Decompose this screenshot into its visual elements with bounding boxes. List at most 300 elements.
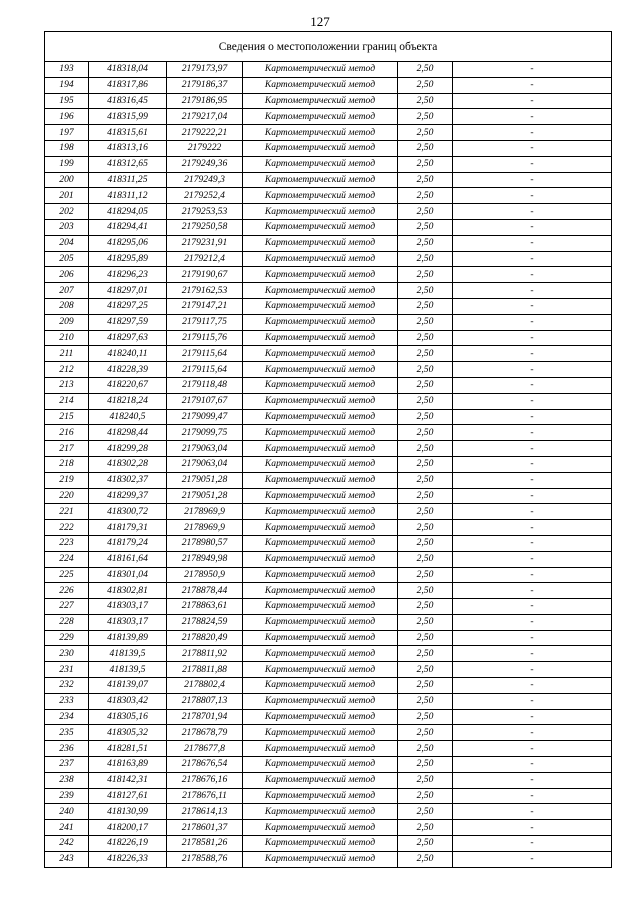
description-cell: - bbox=[453, 693, 612, 709]
x-coordinate: 418127,61 bbox=[89, 788, 167, 804]
method-cell: Картометрический метод bbox=[243, 614, 398, 630]
table-row bbox=[45, 741, 612, 757]
method-cell: Картометрический метод bbox=[243, 709, 398, 725]
table-row bbox=[45, 630, 612, 646]
method-cell: Картометрический метод bbox=[243, 725, 398, 741]
description-cell: - bbox=[453, 551, 612, 567]
description-cell: - bbox=[453, 614, 612, 630]
x-coordinate: 418218,24 bbox=[89, 393, 167, 409]
description-cell: - bbox=[453, 662, 612, 678]
method-cell: Картометрический метод bbox=[243, 693, 398, 709]
point-number: 204 bbox=[45, 235, 89, 251]
y-coordinate: 2178824,59 bbox=[167, 614, 243, 630]
point-number: 237 bbox=[45, 757, 89, 773]
description-cell: - bbox=[453, 172, 612, 188]
table-row bbox=[45, 583, 612, 599]
accuracy-cell: 2,50 bbox=[398, 583, 453, 599]
description-cell: - bbox=[453, 156, 612, 172]
point-number: 202 bbox=[45, 204, 89, 220]
y-coordinate: 2179115,64 bbox=[167, 362, 243, 378]
method-cell: Картометрический метод bbox=[243, 567, 398, 583]
y-coordinate: 2179249,3 bbox=[167, 172, 243, 188]
description-cell: - bbox=[453, 204, 612, 220]
accuracy-cell: 2,50 bbox=[398, 488, 453, 504]
table-row bbox=[45, 772, 612, 788]
description-cell: - bbox=[453, 346, 612, 362]
y-coordinate: 2178969,9 bbox=[167, 504, 243, 520]
accuracy-cell: 2,50 bbox=[398, 788, 453, 804]
table-row bbox=[45, 709, 612, 725]
x-coordinate: 418311,12 bbox=[89, 188, 167, 204]
point-number: 239 bbox=[45, 788, 89, 804]
accuracy-cell: 2,50 bbox=[398, 456, 453, 472]
table-row bbox=[45, 140, 612, 156]
point-number: 217 bbox=[45, 441, 89, 457]
description-cell: - bbox=[453, 393, 612, 409]
y-coordinate: 2179099,75 bbox=[167, 425, 243, 441]
method-cell: Картометрический метод bbox=[243, 662, 398, 678]
method-cell: Картометрический метод bbox=[243, 504, 398, 520]
y-coordinate: 2178969,9 bbox=[167, 520, 243, 536]
description-cell: - bbox=[453, 725, 612, 741]
accuracy-cell: 2,50 bbox=[398, 472, 453, 488]
y-coordinate: 2178677,8 bbox=[167, 741, 243, 757]
x-coordinate: 418313,16 bbox=[89, 140, 167, 156]
accuracy-cell: 2,50 bbox=[398, 836, 453, 852]
x-coordinate: 418303,42 bbox=[89, 693, 167, 709]
method-cell: Картометрический метод bbox=[243, 599, 398, 615]
x-coordinate: 418226,33 bbox=[89, 851, 167, 867]
point-number: 200 bbox=[45, 172, 89, 188]
accuracy-cell: 2,50 bbox=[398, 441, 453, 457]
point-number: 235 bbox=[45, 725, 89, 741]
x-coordinate: 418317,86 bbox=[89, 77, 167, 93]
description-cell: - bbox=[453, 330, 612, 346]
accuracy-cell: 2,50 bbox=[398, 314, 453, 330]
y-coordinate: 2179051,28 bbox=[167, 472, 243, 488]
method-cell: Картометрический метод bbox=[243, 851, 398, 867]
method-cell: Картометрический метод bbox=[243, 583, 398, 599]
accuracy-cell: 2,50 bbox=[398, 709, 453, 725]
method-cell: Картометрический метод bbox=[243, 646, 398, 662]
accuracy-cell: 2,50 bbox=[398, 393, 453, 409]
accuracy-cell: 2,50 bbox=[398, 267, 453, 283]
y-coordinate: 2179190,67 bbox=[167, 267, 243, 283]
method-cell: Картометрический метод bbox=[243, 109, 398, 125]
table-row bbox=[45, 757, 612, 773]
table-row bbox=[45, 346, 612, 362]
accuracy-cell: 2,50 bbox=[398, 330, 453, 346]
method-cell: Картометрический метод bbox=[243, 551, 398, 567]
x-coordinate: 418142,31 bbox=[89, 772, 167, 788]
x-coordinate: 418179,24 bbox=[89, 535, 167, 551]
y-coordinate: 2179253,53 bbox=[167, 204, 243, 220]
y-coordinate: 2179063,04 bbox=[167, 441, 243, 457]
table-row bbox=[45, 488, 612, 504]
x-coordinate: 418139,5 bbox=[89, 662, 167, 678]
description-cell: - bbox=[453, 504, 612, 520]
table-row bbox=[45, 851, 612, 867]
accuracy-cell: 2,50 bbox=[398, 757, 453, 773]
y-coordinate: 2178676,16 bbox=[167, 772, 243, 788]
description-cell: - bbox=[453, 441, 612, 457]
description-cell: - bbox=[453, 788, 612, 804]
x-coordinate: 418240,11 bbox=[89, 346, 167, 362]
point-number: 228 bbox=[45, 614, 89, 630]
x-coordinate: 418303,17 bbox=[89, 599, 167, 615]
x-coordinate: 418163,89 bbox=[89, 757, 167, 773]
point-number: 213 bbox=[45, 377, 89, 393]
table-row bbox=[45, 836, 612, 852]
accuracy-cell: 2,50 bbox=[398, 662, 453, 678]
description-cell: - bbox=[453, 646, 612, 662]
point-number: 219 bbox=[45, 472, 89, 488]
accuracy-cell: 2,50 bbox=[398, 172, 453, 188]
description-cell: - bbox=[453, 804, 612, 820]
point-number: 229 bbox=[45, 630, 89, 646]
point-number: 212 bbox=[45, 362, 89, 378]
table-row bbox=[45, 678, 612, 694]
table-row bbox=[45, 330, 612, 346]
table-title-row bbox=[45, 32, 612, 62]
y-coordinate: 2179217,04 bbox=[167, 109, 243, 125]
method-cell: Картометрический метод bbox=[243, 772, 398, 788]
x-coordinate: 418318,04 bbox=[89, 62, 167, 78]
point-number: 218 bbox=[45, 456, 89, 472]
method-cell: Картометрический метод bbox=[243, 757, 398, 773]
description-cell: - bbox=[453, 772, 612, 788]
description-cell: - bbox=[453, 425, 612, 441]
method-cell: Картометрический метод bbox=[243, 298, 398, 314]
y-coordinate: 2178811,88 bbox=[167, 662, 243, 678]
point-number: 197 bbox=[45, 125, 89, 141]
description-cell: - bbox=[453, 757, 612, 773]
x-coordinate: 418305,32 bbox=[89, 725, 167, 741]
method-cell: Картометрический метод bbox=[243, 377, 398, 393]
point-number: 236 bbox=[45, 741, 89, 757]
x-coordinate: 418295,89 bbox=[89, 251, 167, 267]
description-cell: - bbox=[453, 741, 612, 757]
method-cell: Картометрический метод bbox=[243, 188, 398, 204]
y-coordinate: 2179063,04 bbox=[167, 456, 243, 472]
point-number: 193 bbox=[45, 62, 89, 78]
x-coordinate: 418299,37 bbox=[89, 488, 167, 504]
x-coordinate: 418300,72 bbox=[89, 504, 167, 520]
description-cell: - bbox=[453, 472, 612, 488]
table-row bbox=[45, 156, 612, 172]
accuracy-cell: 2,50 bbox=[398, 535, 453, 551]
description-cell: - bbox=[453, 630, 612, 646]
boundary-coordinates-table bbox=[44, 31, 612, 868]
y-coordinate: 2179118,48 bbox=[167, 377, 243, 393]
accuracy-cell: 2,50 bbox=[398, 204, 453, 220]
table-row bbox=[45, 646, 612, 662]
description-cell: - bbox=[453, 836, 612, 852]
y-coordinate: 2179162,53 bbox=[167, 283, 243, 299]
description-cell: - bbox=[453, 125, 612, 141]
table-row bbox=[45, 693, 612, 709]
y-coordinate: 2179186,37 bbox=[167, 77, 243, 93]
x-coordinate: 418316,45 bbox=[89, 93, 167, 109]
y-coordinate: 2179099,47 bbox=[167, 409, 243, 425]
description-cell: - bbox=[453, 109, 612, 125]
description-cell: - bbox=[453, 567, 612, 583]
accuracy-cell: 2,50 bbox=[398, 678, 453, 694]
y-coordinate: 2178878,44 bbox=[167, 583, 243, 599]
method-cell: Картометрический метод bbox=[243, 741, 398, 757]
accuracy-cell: 2,50 bbox=[398, 283, 453, 299]
x-coordinate: 418179,31 bbox=[89, 520, 167, 536]
method-cell: Картометрический метод bbox=[243, 520, 398, 536]
accuracy-cell: 2,50 bbox=[398, 251, 453, 267]
accuracy-cell: 2,50 bbox=[398, 125, 453, 141]
accuracy-cell: 2,50 bbox=[398, 362, 453, 378]
point-number: 225 bbox=[45, 567, 89, 583]
table-row bbox=[45, 283, 612, 299]
accuracy-cell: 2,50 bbox=[398, 614, 453, 630]
table-row bbox=[45, 804, 612, 820]
table-row bbox=[45, 219, 612, 235]
point-number: 203 bbox=[45, 219, 89, 235]
description-cell: - bbox=[453, 488, 612, 504]
point-number: 223 bbox=[45, 535, 89, 551]
table-row bbox=[45, 267, 612, 283]
y-coordinate: 2179186,95 bbox=[167, 93, 243, 109]
point-number: 199 bbox=[45, 156, 89, 172]
point-number: 230 bbox=[45, 646, 89, 662]
table-row bbox=[45, 362, 612, 378]
table-row bbox=[45, 235, 612, 251]
table-row bbox=[45, 614, 612, 630]
point-number: 233 bbox=[45, 693, 89, 709]
table-row bbox=[45, 298, 612, 314]
accuracy-cell: 2,50 bbox=[398, 851, 453, 867]
accuracy-cell: 2,50 bbox=[398, 693, 453, 709]
y-coordinate: 2179115,64 bbox=[167, 346, 243, 362]
accuracy-cell: 2,50 bbox=[398, 425, 453, 441]
description-cell: - bbox=[453, 599, 612, 615]
x-coordinate: 418226,19 bbox=[89, 836, 167, 852]
method-cell: Картометрический метод bbox=[243, 393, 398, 409]
accuracy-cell: 2,50 bbox=[398, 346, 453, 362]
x-coordinate: 418312,65 bbox=[89, 156, 167, 172]
point-number: 201 bbox=[45, 188, 89, 204]
y-coordinate: 2178701,94 bbox=[167, 709, 243, 725]
method-cell: Картометрический метод bbox=[243, 441, 398, 457]
table-row bbox=[45, 125, 612, 141]
x-coordinate: 418228,39 bbox=[89, 362, 167, 378]
accuracy-cell: 2,50 bbox=[398, 140, 453, 156]
x-coordinate: 418305,16 bbox=[89, 709, 167, 725]
description-cell: - bbox=[453, 820, 612, 836]
x-coordinate: 418220,67 bbox=[89, 377, 167, 393]
x-coordinate: 418311,25 bbox=[89, 172, 167, 188]
x-coordinate: 418139,89 bbox=[89, 630, 167, 646]
description-cell: - bbox=[453, 93, 612, 109]
description-cell: - bbox=[453, 188, 612, 204]
accuracy-cell: 2,50 bbox=[398, 235, 453, 251]
table-row bbox=[45, 567, 612, 583]
method-cell: Картометрический метод bbox=[243, 425, 398, 441]
method-cell: Картометрический метод bbox=[243, 267, 398, 283]
x-coordinate: 418299,28 bbox=[89, 441, 167, 457]
table-row bbox=[45, 409, 612, 425]
point-number: 206 bbox=[45, 267, 89, 283]
y-coordinate: 2178581,26 bbox=[167, 836, 243, 852]
accuracy-cell: 2,50 bbox=[398, 62, 453, 78]
x-coordinate: 418297,25 bbox=[89, 298, 167, 314]
accuracy-cell: 2,50 bbox=[398, 772, 453, 788]
method-cell: Картометрический метод bbox=[243, 314, 398, 330]
method-cell: Картометрический метод bbox=[243, 283, 398, 299]
description-cell: - bbox=[453, 377, 612, 393]
point-number: 216 bbox=[45, 425, 89, 441]
y-coordinate: 2179107,67 bbox=[167, 393, 243, 409]
table-body bbox=[45, 62, 612, 868]
x-coordinate: 418302,37 bbox=[89, 472, 167, 488]
accuracy-cell: 2,50 bbox=[398, 551, 453, 567]
description-cell: - bbox=[453, 535, 612, 551]
method-cell: Картометрический метод bbox=[243, 488, 398, 504]
y-coordinate: 2179252,4 bbox=[167, 188, 243, 204]
x-coordinate: 418298,44 bbox=[89, 425, 167, 441]
point-number: 205 bbox=[45, 251, 89, 267]
method-cell: Картометрический метод bbox=[243, 456, 398, 472]
method-cell: Картометрический метод bbox=[243, 346, 398, 362]
description-cell: - bbox=[453, 520, 612, 536]
table-row bbox=[45, 456, 612, 472]
point-number: 238 bbox=[45, 772, 89, 788]
point-number: 215 bbox=[45, 409, 89, 425]
description-cell: - bbox=[453, 267, 612, 283]
y-coordinate: 2178614,13 bbox=[167, 804, 243, 820]
x-coordinate: 418315,61 bbox=[89, 125, 167, 141]
point-number: 224 bbox=[45, 551, 89, 567]
y-coordinate: 2179249,36 bbox=[167, 156, 243, 172]
y-coordinate: 2179117,75 bbox=[167, 314, 243, 330]
accuracy-cell: 2,50 bbox=[398, 630, 453, 646]
accuracy-cell: 2,50 bbox=[398, 599, 453, 615]
accuracy-cell: 2,50 bbox=[398, 820, 453, 836]
point-number: 220 bbox=[45, 488, 89, 504]
method-cell: Картометрический метод bbox=[243, 77, 398, 93]
y-coordinate: 2179222,21 bbox=[167, 125, 243, 141]
point-number: 241 bbox=[45, 820, 89, 836]
description-cell: - bbox=[453, 140, 612, 156]
table-row bbox=[45, 314, 612, 330]
description-cell: - bbox=[453, 456, 612, 472]
point-number: 207 bbox=[45, 283, 89, 299]
y-coordinate: 2179250,58 bbox=[167, 219, 243, 235]
y-coordinate: 2178863,61 bbox=[167, 599, 243, 615]
description-cell: - bbox=[453, 362, 612, 378]
x-coordinate: 418281,51 bbox=[89, 741, 167, 757]
accuracy-cell: 2,50 bbox=[398, 646, 453, 662]
description-cell: - bbox=[453, 62, 612, 78]
point-number: 234 bbox=[45, 709, 89, 725]
table-row bbox=[45, 441, 612, 457]
description-cell: - bbox=[453, 409, 612, 425]
accuracy-cell: 2,50 bbox=[398, 77, 453, 93]
y-coordinate: 2178678,79 bbox=[167, 725, 243, 741]
method-cell: Картометрический метод bbox=[243, 535, 398, 551]
point-number: 214 bbox=[45, 393, 89, 409]
table-row bbox=[45, 172, 612, 188]
method-cell: Картометрический метод bbox=[243, 235, 398, 251]
x-coordinate: 418296,23 bbox=[89, 267, 167, 283]
table-row bbox=[45, 109, 612, 125]
y-coordinate: 2178980,57 bbox=[167, 535, 243, 551]
method-cell: Картометрический метод bbox=[243, 330, 398, 346]
method-cell: Картометрический метод bbox=[243, 219, 398, 235]
description-cell: - bbox=[453, 678, 612, 694]
y-coordinate: 2179173,97 bbox=[167, 62, 243, 78]
method-cell: Картометрический метод bbox=[243, 172, 398, 188]
y-coordinate: 2178601,37 bbox=[167, 820, 243, 836]
y-coordinate: 2179051,28 bbox=[167, 488, 243, 504]
y-coordinate: 2178807,13 bbox=[167, 693, 243, 709]
point-number: 195 bbox=[45, 93, 89, 109]
x-coordinate: 418295,06 bbox=[89, 235, 167, 251]
point-number: 222 bbox=[45, 520, 89, 536]
accuracy-cell: 2,50 bbox=[398, 298, 453, 314]
description-cell: - bbox=[453, 219, 612, 235]
x-coordinate: 418297,63 bbox=[89, 330, 167, 346]
table-row bbox=[45, 535, 612, 551]
x-coordinate: 418297,01 bbox=[89, 283, 167, 299]
description-cell: - bbox=[453, 709, 612, 725]
method-cell: Картометрический метод bbox=[243, 836, 398, 852]
accuracy-cell: 2,50 bbox=[398, 409, 453, 425]
table-row bbox=[45, 377, 612, 393]
table-row bbox=[45, 520, 612, 536]
y-coordinate: 2178676,54 bbox=[167, 757, 243, 773]
y-coordinate: 2178950,9 bbox=[167, 567, 243, 583]
table-row bbox=[45, 551, 612, 567]
method-cell: Картометрический метод bbox=[243, 125, 398, 141]
x-coordinate: 418303,17 bbox=[89, 614, 167, 630]
accuracy-cell: 2,50 bbox=[398, 520, 453, 536]
method-cell: Картометрический метод bbox=[243, 630, 398, 646]
description-cell: - bbox=[453, 851, 612, 867]
point-number: 242 bbox=[45, 836, 89, 852]
table-row bbox=[45, 188, 612, 204]
table-row bbox=[45, 472, 612, 488]
x-coordinate: 418161,64 bbox=[89, 551, 167, 567]
y-coordinate: 2179212,4 bbox=[167, 251, 243, 267]
table-row bbox=[45, 251, 612, 267]
method-cell: Картометрический метод bbox=[243, 472, 398, 488]
x-coordinate: 418297,59 bbox=[89, 314, 167, 330]
point-number: 240 bbox=[45, 804, 89, 820]
y-coordinate: 2178676,11 bbox=[167, 788, 243, 804]
method-cell: Картометрический метод bbox=[243, 820, 398, 836]
x-coordinate: 418200,17 bbox=[89, 820, 167, 836]
method-cell: Картометрический метод bbox=[243, 93, 398, 109]
y-coordinate: 2178820,49 bbox=[167, 630, 243, 646]
description-cell: - bbox=[453, 283, 612, 299]
x-coordinate: 418294,05 bbox=[89, 204, 167, 220]
table-row bbox=[45, 662, 612, 678]
description-cell: - bbox=[453, 77, 612, 93]
x-coordinate: 418294,41 bbox=[89, 219, 167, 235]
accuracy-cell: 2,50 bbox=[398, 725, 453, 741]
table-row bbox=[45, 599, 612, 615]
accuracy-cell: 2,50 bbox=[398, 219, 453, 235]
y-coordinate: 2178802,4 bbox=[167, 678, 243, 694]
table-row bbox=[45, 62, 612, 78]
method-cell: Картометрический метод bbox=[243, 204, 398, 220]
